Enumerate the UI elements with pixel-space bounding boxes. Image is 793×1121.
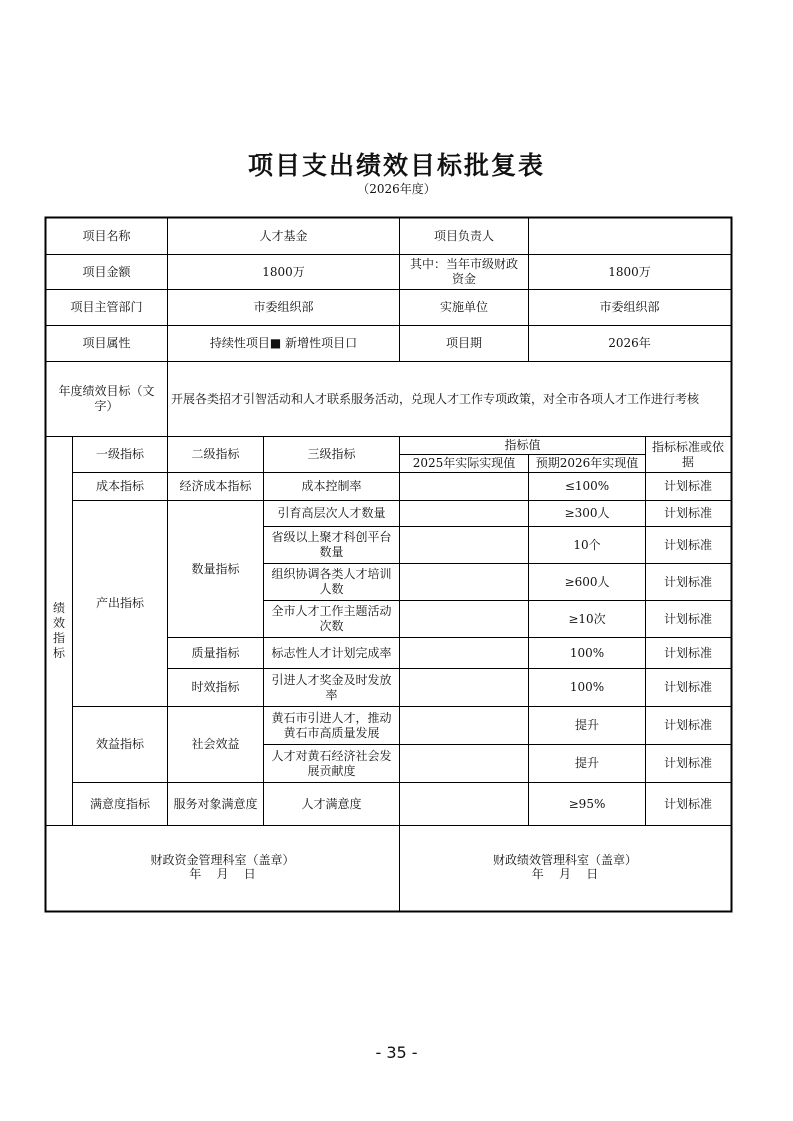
side-char: 标 bbox=[52, 646, 65, 660]
project-name-label: 项目名称 bbox=[82, 228, 131, 243]
level3-indicator bbox=[264, 745, 399, 782]
level2-economic-cost: 经济成本指标 bbox=[179, 479, 252, 493]
level3-indicator-line: 人才满意度 bbox=[301, 796, 362, 811]
target-2026-value: 100% bbox=[569, 680, 605, 694]
target-2026-value: ≥300人 bbox=[564, 506, 610, 520]
level3-indicator bbox=[264, 501, 399, 526]
performance-management-signature bbox=[400, 853, 730, 881]
side-char: 指 bbox=[52, 631, 65, 645]
level3-indicator bbox=[264, 527, 399, 563]
target-2026-value: ≥95% bbox=[568, 796, 606, 811]
target-2026-value: 10个 bbox=[573, 537, 601, 552]
level1-benefit: 效益指标 bbox=[95, 737, 144, 751]
amount-label: 项目金额 bbox=[82, 264, 131, 279]
level3-indicator-line: 黄石市高质量发展 bbox=[283, 725, 380, 740]
col-value: 指标值 bbox=[504, 438, 541, 452]
col-basis-line2: 据 bbox=[681, 454, 694, 469]
col-2026: 预期2026年实现值 bbox=[535, 456, 639, 470]
actual-2025-value bbox=[400, 501, 528, 526]
indicator-basis: 计划标准 bbox=[663, 718, 712, 732]
attr-label: 项目属性 bbox=[82, 336, 131, 350]
dept-value: 市委组织部 bbox=[253, 300, 314, 314]
actual-2025-value bbox=[400, 527, 528, 563]
col-basis bbox=[646, 437, 730, 472]
fund-label-line2: 资金 bbox=[451, 272, 476, 286]
indicator-basis: 计划标准 bbox=[663, 645, 712, 660]
level2-timeliness: 时效指标 bbox=[191, 680, 240, 694]
level3-indicator-line: 人数 bbox=[319, 582, 344, 596]
signature-date: 年 月 日 bbox=[531, 867, 599, 881]
page-number: - 35 - bbox=[375, 1043, 418, 1062]
actual-2025-value bbox=[400, 783, 528, 825]
col-level2: 二级指标 bbox=[191, 447, 240, 461]
indicator-basis: 计划标准 bbox=[663, 574, 712, 589]
side-char: 绩 bbox=[52, 601, 65, 615]
actual-2025-value bbox=[400, 638, 528, 668]
level3-indicator bbox=[264, 564, 399, 600]
col-level1: 一级指标 bbox=[95, 447, 144, 461]
level3-indicator-line: 引育高层次人才数量 bbox=[277, 506, 386, 520]
level1-output: 产出指标 bbox=[95, 596, 144, 610]
impl-label: 实施单位 bbox=[439, 300, 488, 314]
goal-label-line1: 年度绩效目标（文 bbox=[58, 384, 155, 398]
owner-label: 项目负责人 bbox=[433, 228, 494, 243]
project-name-value: 人才基金 bbox=[259, 228, 308, 243]
level1-satisfaction: 满意度指标 bbox=[89, 796, 150, 811]
level3-indicator-line: 省级以上聚才科创平台 bbox=[271, 530, 392, 544]
level3-indicator-line: 组织协调各类人才培训 bbox=[271, 567, 392, 581]
col-2025: 2025年实际实现值 bbox=[412, 456, 516, 470]
level3-indicator bbox=[264, 707, 399, 744]
level2-social-benefit: 社会效益 bbox=[191, 737, 240, 751]
level3-indicator-line: 标志性人才计划完成率 bbox=[271, 645, 392, 660]
target-2026-value: ≥600人 bbox=[564, 574, 610, 589]
target-2026-value: ≤100% bbox=[564, 479, 610, 493]
fund-value: 1800万 bbox=[608, 264, 651, 279]
fund-management-signature bbox=[46, 853, 399, 881]
level3-indicator bbox=[264, 638, 399, 668]
level3-indicator-line: 全市人才工作主题活动 bbox=[271, 604, 392, 618]
indicator-basis: 计划标准 bbox=[663, 756, 712, 770]
target-2026-value: 提升 bbox=[574, 756, 599, 770]
period-value: 2026年 bbox=[608, 336, 651, 350]
level3-indicator-line: 成本控制率 bbox=[301, 479, 362, 493]
col-basis-line1: 指标标准或依 bbox=[651, 439, 724, 454]
level1-cost: 成本指标 bbox=[95, 479, 144, 493]
col-level3: 三级指标 bbox=[307, 447, 356, 461]
impl-value: 市委组织部 bbox=[599, 300, 660, 314]
actual-2025-value bbox=[400, 473, 528, 500]
fund-label-line1: 其中：当年市级财政 bbox=[409, 257, 518, 271]
actual-2025-value bbox=[400, 601, 528, 637]
level3-indicator bbox=[264, 601, 399, 637]
level3-indicator bbox=[264, 783, 399, 825]
indicator-basis: 计划标准 bbox=[663, 611, 712, 626]
dept-label: 项目主管部门 bbox=[70, 300, 143, 314]
level3-indicator bbox=[264, 669, 399, 706]
actual-2025-value bbox=[400, 745, 528, 782]
target-2026-value: 提升 bbox=[574, 718, 599, 732]
goal-label-line2: 字） bbox=[94, 399, 119, 413]
page-subtitle: （2026年度） bbox=[357, 182, 436, 196]
level3-indicator-line: 数量 bbox=[319, 545, 344, 559]
attr-value: 持续性项目■ 新增性项目口 bbox=[209, 336, 358, 350]
level3-indicator-line: 人才对黄石经济社会发 bbox=[271, 748, 392, 763]
level3-indicator-line: 展贡献度 bbox=[307, 763, 356, 778]
period-label: 项目期 bbox=[445, 336, 482, 350]
indicator-basis: 计划标准 bbox=[663, 796, 712, 811]
indicator-basis: 计划标准 bbox=[663, 537, 712, 552]
target-2026-value: ≥10次 bbox=[568, 611, 606, 626]
goal-label bbox=[46, 362, 167, 436]
level3-indicator-line: 次数 bbox=[319, 619, 344, 633]
level2-quality: 质量指标 bbox=[191, 645, 240, 660]
amount-value: 1800万 bbox=[262, 264, 305, 279]
page-title: 项目支出绩效目标批复表 bbox=[247, 151, 545, 180]
actual-2025-value bbox=[400, 564, 528, 600]
indicator-basis: 计划标准 bbox=[663, 479, 712, 493]
side-char: 效 bbox=[52, 616, 65, 630]
level3-indicator bbox=[264, 473, 399, 500]
level3-indicator-line: 黄石市引进人才，推动 bbox=[271, 710, 392, 725]
target-2026-value: 100% bbox=[569, 645, 605, 660]
level3-indicator-line: 率 bbox=[325, 687, 338, 702]
level3-indicator-line: 引进人才奖金及时发放 bbox=[271, 672, 392, 687]
goal-text: 开展各类招才引智活动和人才联系服务活动，兑现人才工作专项政策，对全市各项人才工作进行考核 bbox=[171, 391, 700, 406]
signature-date: 年 月 日 bbox=[189, 867, 256, 881]
signature-line1: 财政资金管理科室（盖章） bbox=[150, 853, 295, 867]
indicator-basis: 计划标准 bbox=[663, 506, 712, 520]
actual-2025-value bbox=[400, 707, 528, 744]
owner-value bbox=[529, 218, 730, 254]
level2-quantity: 数量指标 bbox=[191, 561, 240, 576]
signature-line1: 财政绩效管理科室（盖章） bbox=[492, 853, 637, 867]
level2-service-satisfaction: 服务对象满意度 bbox=[173, 796, 258, 811]
indicator-basis: 计划标准 bbox=[663, 680, 712, 694]
performance-indicators-label bbox=[46, 437, 72, 825]
actual-2025-value bbox=[400, 669, 528, 706]
fund-label bbox=[400, 255, 528, 289]
